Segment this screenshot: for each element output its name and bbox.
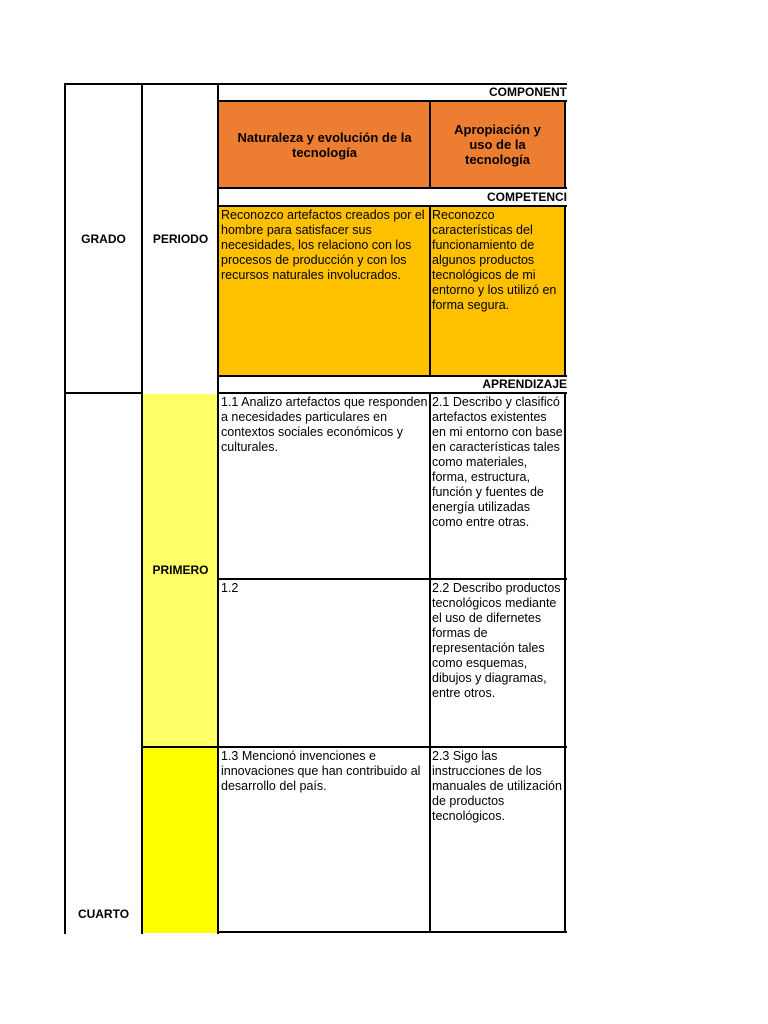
learning-2-1: 1.2	[221, 581, 239, 595]
aprendizajes-band: APRENDIZAJE	[482, 377, 567, 391]
learning-1-2: 2.1 Describo y clasificó artefactos existentes en mi entorno con base en características tales como materiales, forma, estructura, función y fuentes de energía utilizadas como entre otras.	[432, 395, 563, 529]
learning-2-2: 2.2 Describo productos tecnológicos mediante el uso de difernetes formas de representación tales como esquemas, dibujos y diagramas, entre otros.	[432, 581, 561, 700]
grade-label: CUARTO	[77, 907, 130, 921]
component-name-2: Apropiación y uso de la tecnología	[454, 122, 541, 167]
learning-1-1: 1.1 Analizo artefactos que responden a necesidades particulares en contextos sociales económicos y culturales.	[221, 395, 428, 454]
learning-3-2: 2.3 Sigo las instrucciones de los manuales de utilización de productos tecnológicos.	[432, 749, 562, 823]
periodo-header: PERIODO	[152, 231, 209, 246]
componentes-band: COMPONENT	[489, 85, 567, 99]
grado-header: GRADO	[81, 231, 126, 246]
grade-fill	[143, 748, 218, 933]
component-name-1: Naturaleza y evolución de la tecnología	[237, 129, 412, 160]
learning-3-1: 1.3 Mencionó invenciones e innovaciones que han contribuido al desarrollo del país.	[221, 749, 421, 793]
competency-text-2: Reconozco características del funcionamiento de algunos productos tecnológicos de mi entorno y los utilizó en forma segura.	[432, 208, 557, 312]
period-label: PRIMERO	[152, 563, 209, 577]
competency-text-1: Reconozco artefactos creados por el hombre para satisfacer sus necesidades, los relaciono con los procesos de producción y con los recursos naturales involucrados.	[221, 208, 425, 282]
competencias-band: COMPETENCI	[486, 190, 567, 204]
